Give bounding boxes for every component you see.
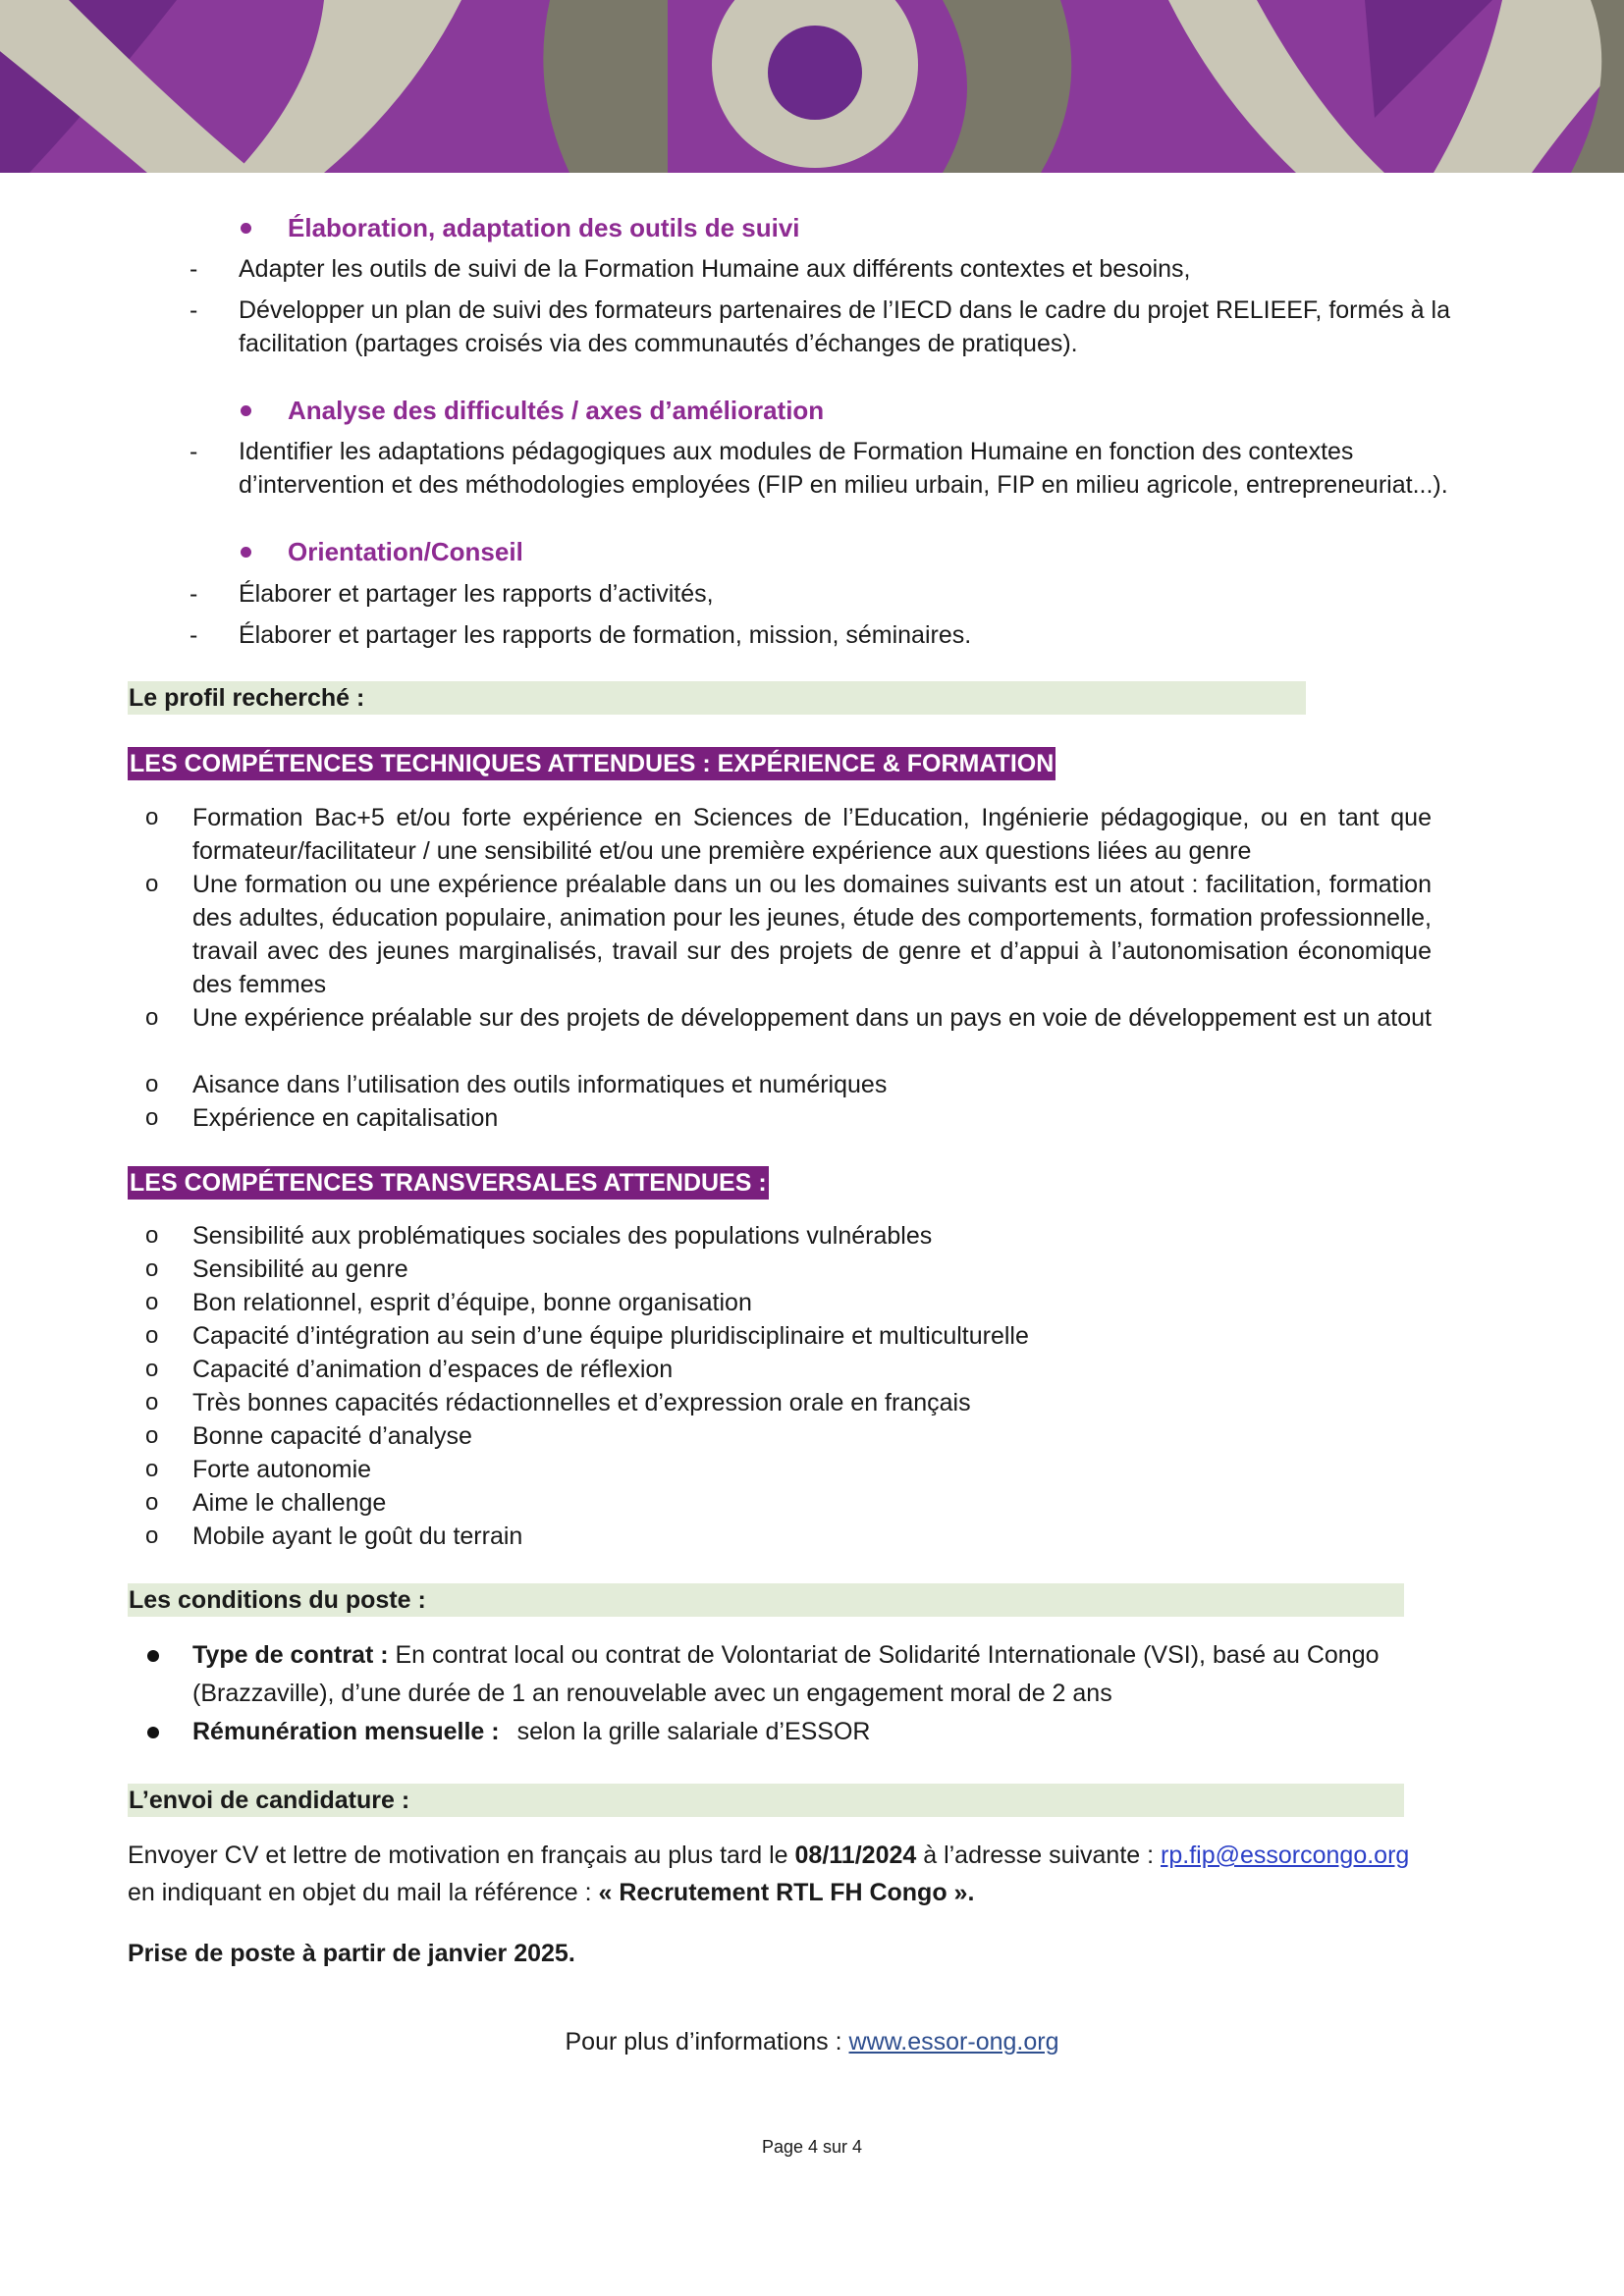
circle-bullet-icon: o: [145, 1255, 159, 1282]
circle-bullet-icon: o: [145, 1389, 159, 1415]
list-item: Développer un plan de suivi des formateurs partenaires de l’IECD dans le cadre du projet RELIEEF, formés à la facilitation (partages croisés via des communautés d’échanges de pratiques).: [239, 296, 1450, 357]
salary-text: selon la grille salariale d’ESSOR: [516, 1718, 871, 1745]
website-link[interactable]: www.essor-ong.org: [848, 2028, 1059, 2056]
reference-value: « Recrutement RTL FH Congo ».: [598, 1879, 975, 1906]
circle-bullet-icon: o: [145, 1222, 159, 1249]
list-item: Forte autonomie: [192, 1456, 372, 1483]
section-heading-candidature: L’envoi de candidature :: [129, 1787, 410, 1814]
circle-bullet-icon: o: [145, 804, 159, 830]
black-bullet-icon: [147, 1650, 159, 1662]
section-heading-orientation: Orientation/Conseil: [288, 537, 523, 566]
list-item: Capacité d’animation d’espaces de réflexion: [192, 1356, 674, 1383]
highlight-heading-technical: LES COMPÉTENCES TECHNIQUES ATTENDUES : EXPÉRIENCE & FORMATION: [128, 747, 1056, 780]
reference-text: en indiquant en objet du mail la référence :: [128, 1879, 599, 1906]
circle-bullet-icon: o: [145, 1322, 159, 1349]
purple-bullet-icon: [241, 405, 251, 416]
circle-bullet-icon: o: [145, 1289, 159, 1315]
contract-label: Type de contrat :: [192, 1641, 389, 1669]
more-info-line: [0, 2025, 1624, 2058]
candidature-paragraph: [128, 1839, 1409, 1872]
circle-bullet-icon: o: [145, 1356, 159, 1382]
section-band-candidature: [128, 1784, 1404, 1817]
list-item: Mobile ayant le goût du terrain: [192, 1522, 523, 1550]
email-link[interactable]: rp.fip@essorcongo.org: [1161, 1842, 1410, 1869]
page-number: Page 4 sur 4: [761, 2137, 863, 2157]
section-band-conditions: [128, 1583, 1404, 1617]
reference-paragraph: [128, 1876, 974, 1909]
condition-contract: [192, 1636, 1439, 1713]
dash-bullet: -: [189, 621, 198, 649]
contract-text: En contrat local ou contrat de Volontariat de Solidarité Internationale (VSI), basé au Congo (Brazzaville), d’une durée de 1 an renouvelable avec un engagement moral de 2 ans: [192, 1641, 1380, 1707]
list-item: Formation Bac+5 et/ou forte expérience en Sciences de l’Education, Ingénierie pédagogique, ou en tant que formateur/facilitateur / une sensibilité et/ou une première expérience aux questions liées au genre: [192, 804, 1432, 865]
list-item: Élaborer et partager les rapports d’activités,: [239, 580, 714, 608]
list-item: Bonne capacité d’analyse: [192, 1422, 472, 1450]
section-band-profil: [128, 681, 1306, 715]
list-item: Sensibilité au genre: [192, 1255, 408, 1283]
deadline-date: 08/11/2024: [794, 1842, 917, 1869]
dash-bullet: -: [189, 580, 198, 608]
list-item: Aisance dans l’utilisation des outils informatiques et numériques: [192, 1071, 888, 1098]
black-bullet-icon: [147, 1727, 159, 1738]
section-heading-analyse: Analyse des difficultés / axes d’amélioration: [288, 396, 825, 425]
circle-bullet-icon: o: [145, 1004, 159, 1031]
dash-bullet: -: [189, 296, 198, 324]
list-item: Élaborer et partager les rapports de formation, mission, séminaires.: [239, 621, 972, 649]
candidature-text: Envoyer CV et lettre de motivation en français au plus tard le: [128, 1842, 795, 1869]
dash-bullet: -: [189, 438, 198, 465]
list-item: Identifier les adaptations pédagogiques aux modules de Formation Humaine en fonction des contextes d’intervention et des méthodologies employées (FIP en milieu urbain, FIP en milieu agricole, entrepreneuriat...).: [239, 438, 1448, 499]
circle-bullet-icon: o: [145, 871, 159, 897]
list-item: Une expérience préalable sur des projets de développement dans un pays en voie de développement est un atout: [192, 1004, 1432, 1032]
list-item: Expérience en capitalisation: [192, 1104, 499, 1132]
circle-bullet-icon: o: [145, 1071, 159, 1097]
salary-label: Rémunération mensuelle :: [192, 1718, 500, 1745]
list-item: Une formation ou une expérience préalable dans un ou les domaines suivants est un atout : facilitation, formation des adultes, éducation populaire, animation pour les jeunes, étude des comportements, formation professionnelle, travail avec des jeunes marginalisés, travail sur des projets de genre et d’appui à l’autonomisation économique des femmes: [192, 871, 1432, 998]
highlight-heading-transversal: LES COMPÉTENCES TRANSVERSALES ATTENDUES :: [128, 1166, 769, 1200]
start-date-text: Prise de poste à partir de janvier 2025.: [128, 1940, 575, 1967]
section-heading-conditions: Les conditions du poste :: [129, 1586, 426, 1614]
condition-salary: [192, 1713, 870, 1751]
list-item: Capacité d’intégration au sein d’une équipe pluridisciplinaire et multiculturelle: [192, 1322, 1029, 1350]
decorative-header-banner: [0, 0, 1624, 173]
circle-bullet-icon: o: [145, 1522, 159, 1549]
section-heading-profil: Le profil recherché :: [129, 684, 365, 712]
list-item: Très bonnes capacités rédactionnelles et d’expression orale en français: [192, 1389, 971, 1416]
more-info-text: Pour plus d’informations :: [565, 2028, 849, 2056]
purple-bullet-icon: [241, 547, 251, 558]
list-item: Adapter les outils de suivi de la Formation Humaine aux différents contextes et besoins,: [239, 255, 1191, 283]
circle-bullet-icon: o: [145, 1422, 159, 1449]
dash-bullet: -: [189, 255, 198, 283]
purple-bullet-icon: [241, 223, 251, 234]
list-item: Aime le challenge: [192, 1489, 387, 1517]
circle-bullet-icon: o: [145, 1104, 159, 1131]
list-item: Bon relationnel, esprit d’équipe, bonne organisation: [192, 1289, 752, 1316]
candidature-text-2: à l’adresse suivante :: [916, 1842, 1162, 1869]
section-heading-suivi: Élaboration, adaptation des outils de suivi: [288, 213, 800, 242]
circle-bullet-icon: o: [145, 1456, 159, 1482]
list-item: Sensibilité aux problématiques sociales des populations vulnérables: [192, 1222, 933, 1250]
circle-bullet-icon: o: [145, 1489, 159, 1516]
